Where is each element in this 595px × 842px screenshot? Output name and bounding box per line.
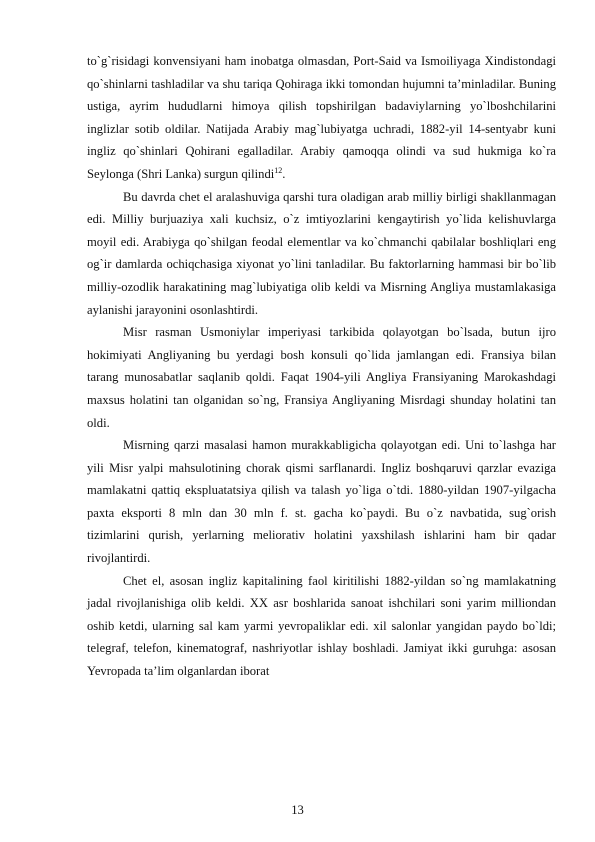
footnote-marker: 12 [274, 165, 283, 175]
paragraph-5: Chet el, asosan ingliz kapitalining faol kiritilishi 1882-yildan so`ng mamlakatning jadal rivojlanishiga olib keldi. XX asr boshlarida sanoat ishchilari soni yarim milliondan oshib ketdi, ularning sal kam yarmi yevropaliklar edi. xil salonlar yangidan paydo bo`ldi; telegraf, telefon, kinematograf, nashriyotlar ishlay boshladi. Jamiyat ikki guruhga: asosan Yevropada ta’lim olganlardan iborat [87, 573, 556, 679]
page-body [87, 50, 556, 683]
paragraph-3: Misr rasman Usmoniylar imperiyasi tarkibida qolayotgan bo`lsada, butun ijro hokimiyati Angliyaning bu yerdagi bosh konsuli qo`lida jamlangan edi. Fransiya bilan tarang munosabatlar saqlanib qoldi. Faqat 1904-yili Angliya Fransiyaning Marokashdagi maxsus holatini tan olganidan so`ng, Fransiya Angliyaning Misrdagi shunday holatini tan oldi. [87, 325, 556, 430]
paragraph-1-text: to`g`risidagi konvensiyani ham inobatga olmasdan, Port-Said va Ismoiliyaga Xindistondagi qo`shinlarni tashladilar va shu tariqa Qohiraga ikki tomondan hujumni ta’minladilar. Buning ustiga, ayrim hududlarni himoya qilish topshirilgan badaviylarning yo`lboshchilarini inglizlar sotib oldilar. Natijada Arabiy mag`lubiyatga uchradi, 1882-yil 14-sentyabr kuni ingliz qo`shinlari Qohirani egalladilar. Arabiy qamoqqa olindi va sud hukmiga ko`ra Seylonga (Shri Lanka) surgun qilindi [87, 54, 556, 181]
paragraph-2: Bu davrda chet el aralashuviga qarshi tura oladigan arab milliy birligi shakllanmagan edi. Milliy burjuaziya xali kuchsiz, o`z imtiyozlarini kengaytirish yo`lida kelishuvlarga moyil edi. Arabiyga qo`shilgan feodal elementlar va ko`chmanchi qabilalar boshliqlari eng og`ir damlarda ochiqchasiga xiyonat yo`lini tanladilar. Bu faktorlarning hammasi bir bo`lib milliy-ozodlik harakatining mag`lubiyatiga olib keldi va Misrning Angliya mustamlakasiga aylanishi jarayonini osonlashtirdi. [87, 189, 556, 317]
paragraph-1 [87, 50, 556, 186]
paragraph-1-end: . [282, 166, 286, 181]
paragraph-4: Misrning qarzi masalasi hamon murakkabligicha qolayotgan edi. Uni to`lashga har yili Misr yalpi mahsulotining chorak qismi sarflanardi. Ingliz boshqaruvi qarzlar evaziga mamlakatni qattiq ekspluatatsiya qilish va talash yo`liga o`tdi. 1880-yildan 1907-yilgacha paxta eksporti 8 mln dan 30 mln f. st. gacha ko`paydi. Bu o`z navbatida, sug`orish tizimlarini qurish, yerlarning meliorativ holatini yaxshilash ishlarini ham bir qadar rivojlantirdi. [87, 438, 556, 566]
page-number: 13 [291, 803, 304, 817]
